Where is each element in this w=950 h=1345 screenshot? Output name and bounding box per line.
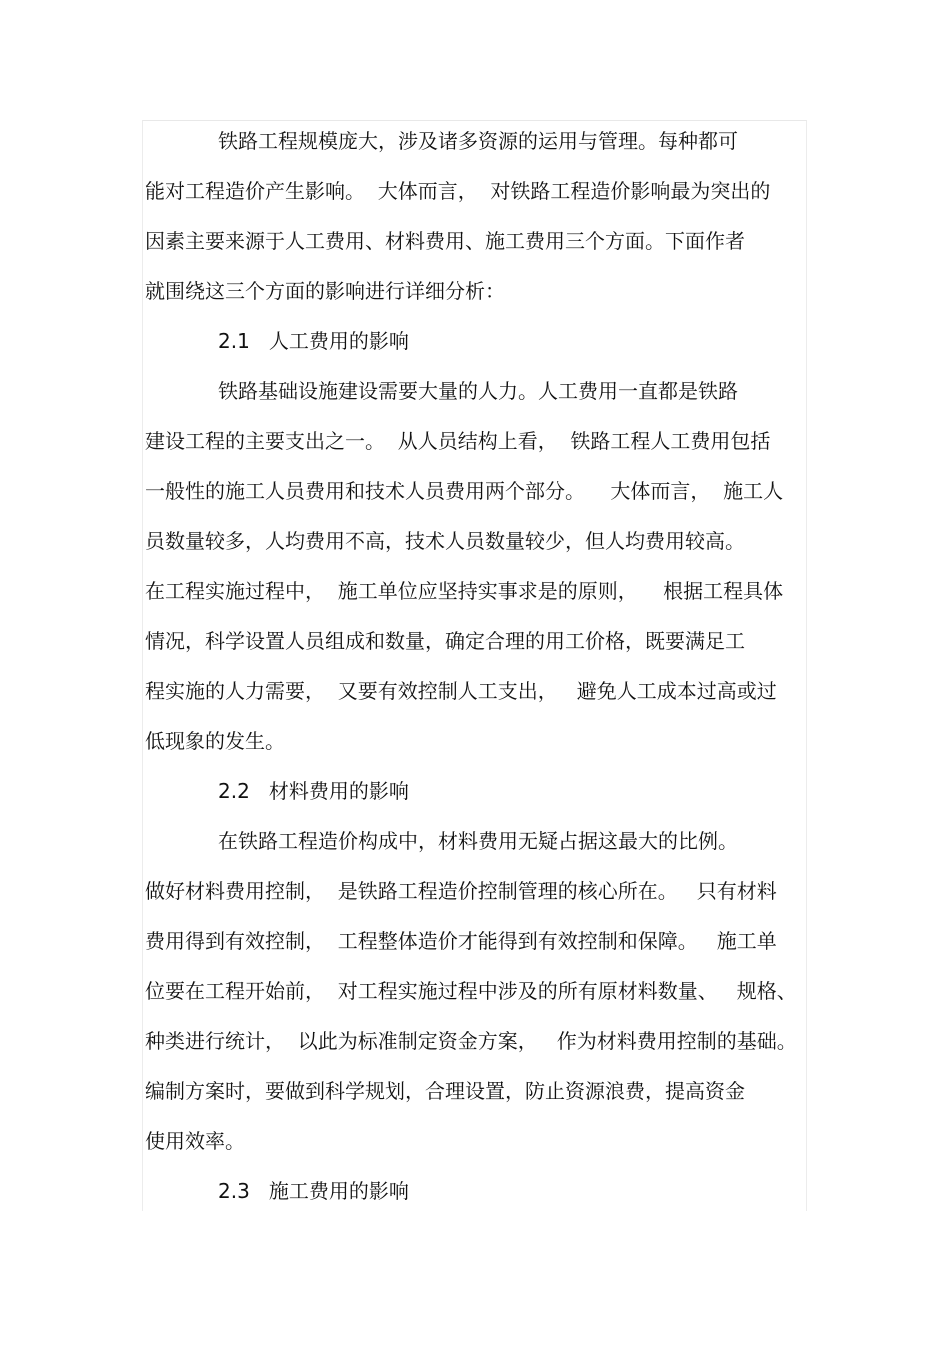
paragraph-line: 在铁路工程造价构成中，材料费用无疑占据这最大的比例。 <box>218 829 738 853</box>
paragraph-line: 一般性的施工人员费用和技术人员费用两个部分。 大体而言， 施工人 <box>145 479 784 503</box>
paragraph-line: 因素主要来源于人工费用、材料费用、施工费用三个方面。下面作者 <box>145 229 745 253</box>
section-heading: 2.1 人工费用的影响 <box>218 329 409 353</box>
section-heading: 2.2 材料费用的影响 <box>218 779 409 803</box>
paragraph-line: 员数量较多，人均费用不高，技术人员数量较少，但人均费用较高。 <box>145 529 745 553</box>
paragraph-line: 低现象的发生。 <box>145 729 285 753</box>
paragraph-line: 费用得到有效控制， 工程整体造价才能得到有效控制和保障。 施工单 <box>145 929 777 953</box>
paragraph-line: 情况，科学设置人员组成和数量，确定合理的用工价格，既要满足工 <box>145 629 745 653</box>
paragraph-line: 种类进行统计， 以此为标准制定资金方案， 作为材料费用控制的基础。 <box>145 1029 797 1053</box>
paragraph-line: 就围绕这三个方面的影响进行详细分析： <box>145 279 505 303</box>
paragraph-line: 做好材料费用控制， 是铁路工程造价控制管理的核心所在。 只有材料 <box>145 879 777 903</box>
paragraph-line: 位要在工程开始前， 对工程实施过程中涉及的所有原材料数量、 规格、 <box>145 979 797 1003</box>
paragraph-line: 编制方案时，要做到科学规划，合理设置，防止资源浪费，提高资金 <box>145 1079 745 1103</box>
section-heading: 2.3 施工费用的影响 <box>218 1179 409 1203</box>
paragraph-line: 使用效率。 <box>145 1129 245 1153</box>
paragraph-line: 铁路基础设施建设需要大量的人力。人工费用一直都是铁路 <box>218 379 738 403</box>
paragraph-line: 在工程实施过程中， 施工单位应坚持实事求是的原则， 根据工程具体 <box>145 579 784 603</box>
paragraph-line: 建设工程的主要支出之一。 从人员结构上看， 铁路工程人工费用包括 <box>145 429 771 453</box>
paragraph-line: 程实施的人力需要， 又要有效控制人工支出， 避免人工成本过高或过 <box>145 679 777 703</box>
paragraph-line: 能对工程造价产生影响。 大体而言， 对铁路工程造价影响最为突出的 <box>145 179 771 203</box>
paragraph-line: 铁路工程规模庞大，涉及诸多资源的运用与管理。每种都可 <box>218 129 738 153</box>
